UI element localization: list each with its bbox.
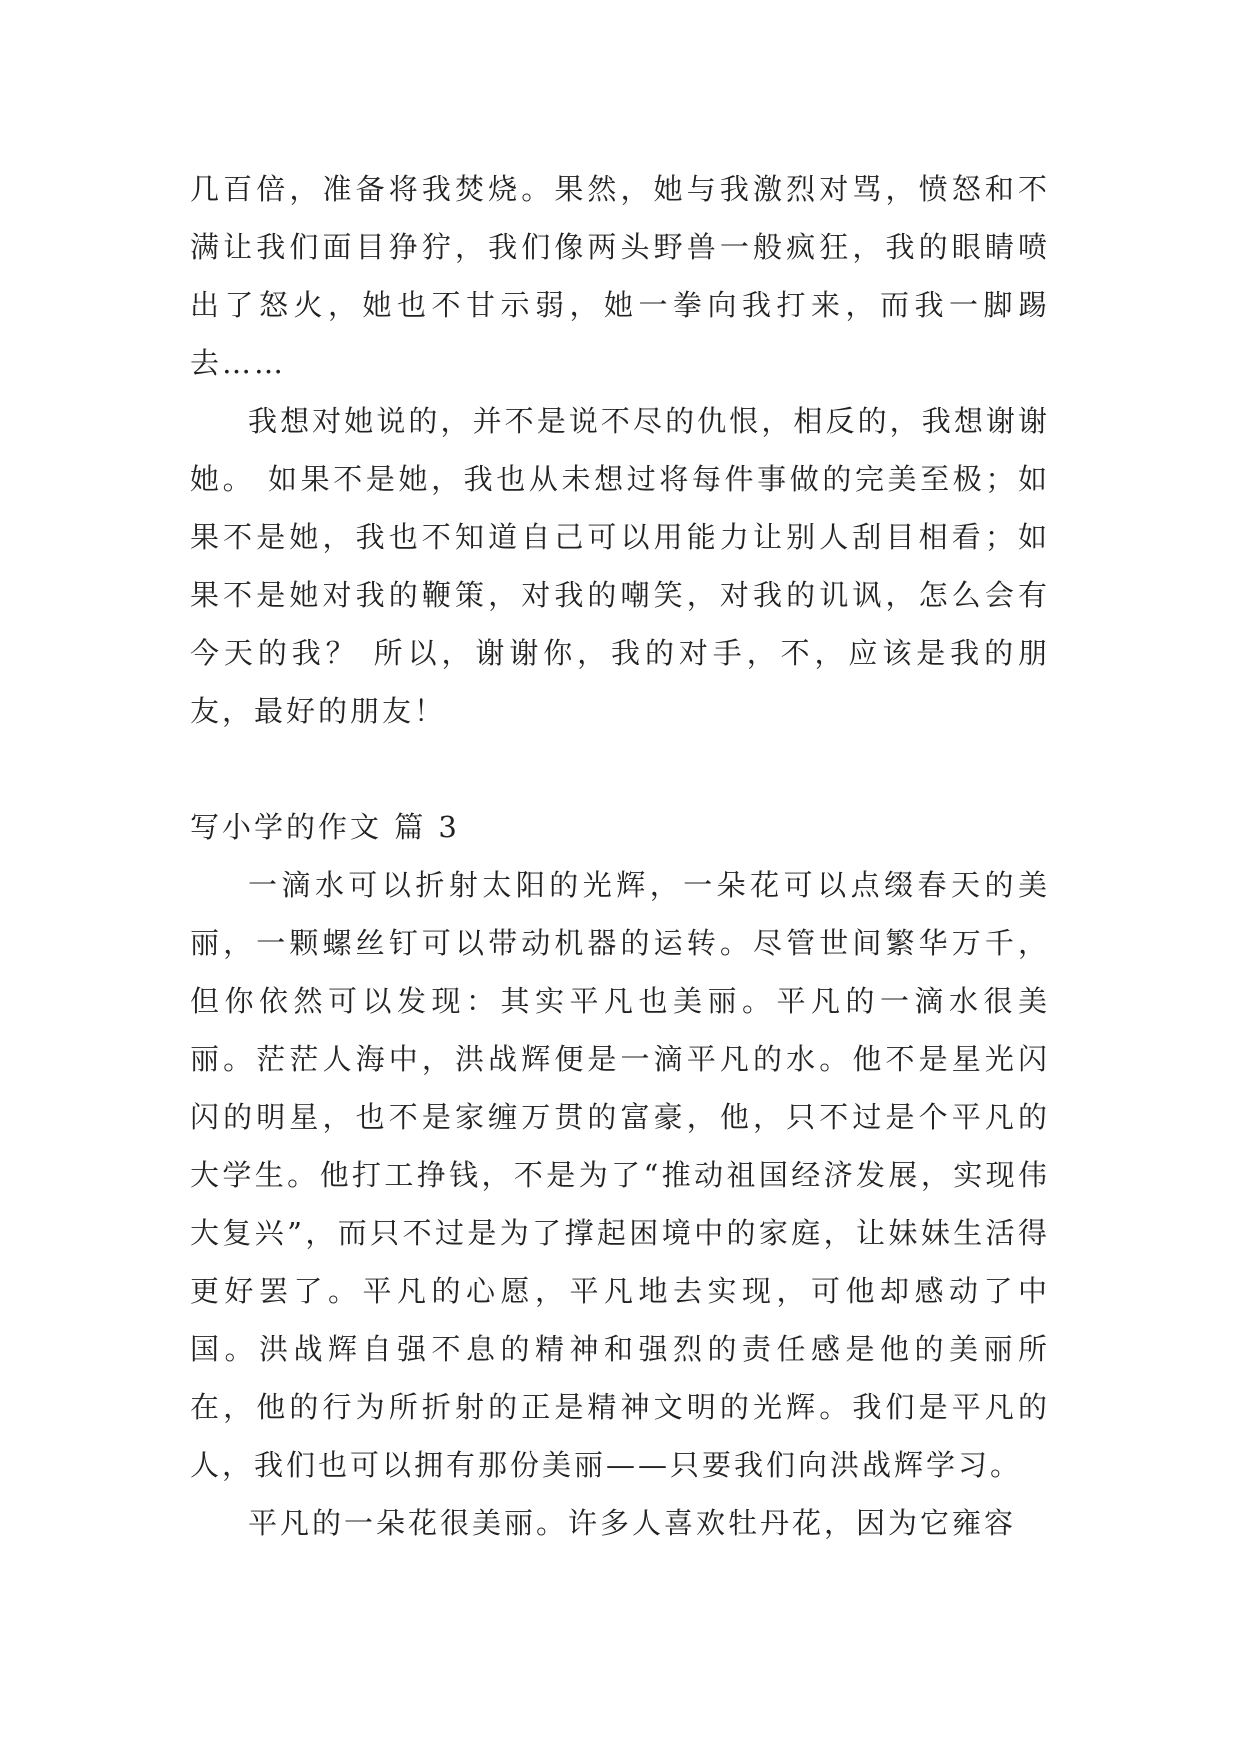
section-title: 写小学的作文 篇 3	[190, 810, 460, 844]
paragraph-essay-body: 一滴水可以折射太阳的光辉，一朵花可以点缀春天的美丽，一颗螺丝钉可以带动机器的运转。尽管世间繁华万千，但你依然可以发现：其实平凡也美丽。平凡的一滴水很美丽。茫茫人海中，洪战辉便是一滴平凡的水。他不是星光闪闪的明星，也不是家缠万贯的富豪，他，只不过是个平凡的大学生。他打工挣钱，不是为了“推动祖国经济发展，实现伟大复兴”，而只不过是为了撑起困境中的家庭，让妹妹生活得更好罢了。平凡的心愿，平凡地去实现，可他却感动了中国。洪战辉自强不息的精神和强烈的责任感是他的美丽所在，他的行为所折射的正是精神文明的光辉。我们是平凡的人，我们也可以拥有那份美丽——只要我们向洪战辉学习。	[190, 868, 1050, 1482]
paragraph-essay-flower: 平凡的一朵花很美丽。许多人喜欢牡丹花，因为它雍容	[248, 1506, 1017, 1540]
paragraph-thanks: 我想对她说的，并不是说不尽的仇恨，相反的，我想谢谢她。 如果不是她，我也从未想过将每件事做的完美至极；如果不是她，我也不知道自己可以用能力让别人刮目相看；如果不是她对我的鞭策，对我的嘲笑，对我的讥讽，怎么会有今天的我？ 所以，谢谢你，我的对手，不，应该是我的朋友，最好的朋友！	[190, 404, 1050, 728]
document-body	[190, 160, 1050, 1552]
paragraph-continued: 几百倍，准备将我焚烧。果然，她与我激烈对骂，愤怒和不满让我们面目狰狞，我们像两头野兽一般疯狂，我的眼睛喷出了怒火，她也不甘示弱，她一拳向我打来，而我一脚踢去……	[190, 172, 1050, 380]
